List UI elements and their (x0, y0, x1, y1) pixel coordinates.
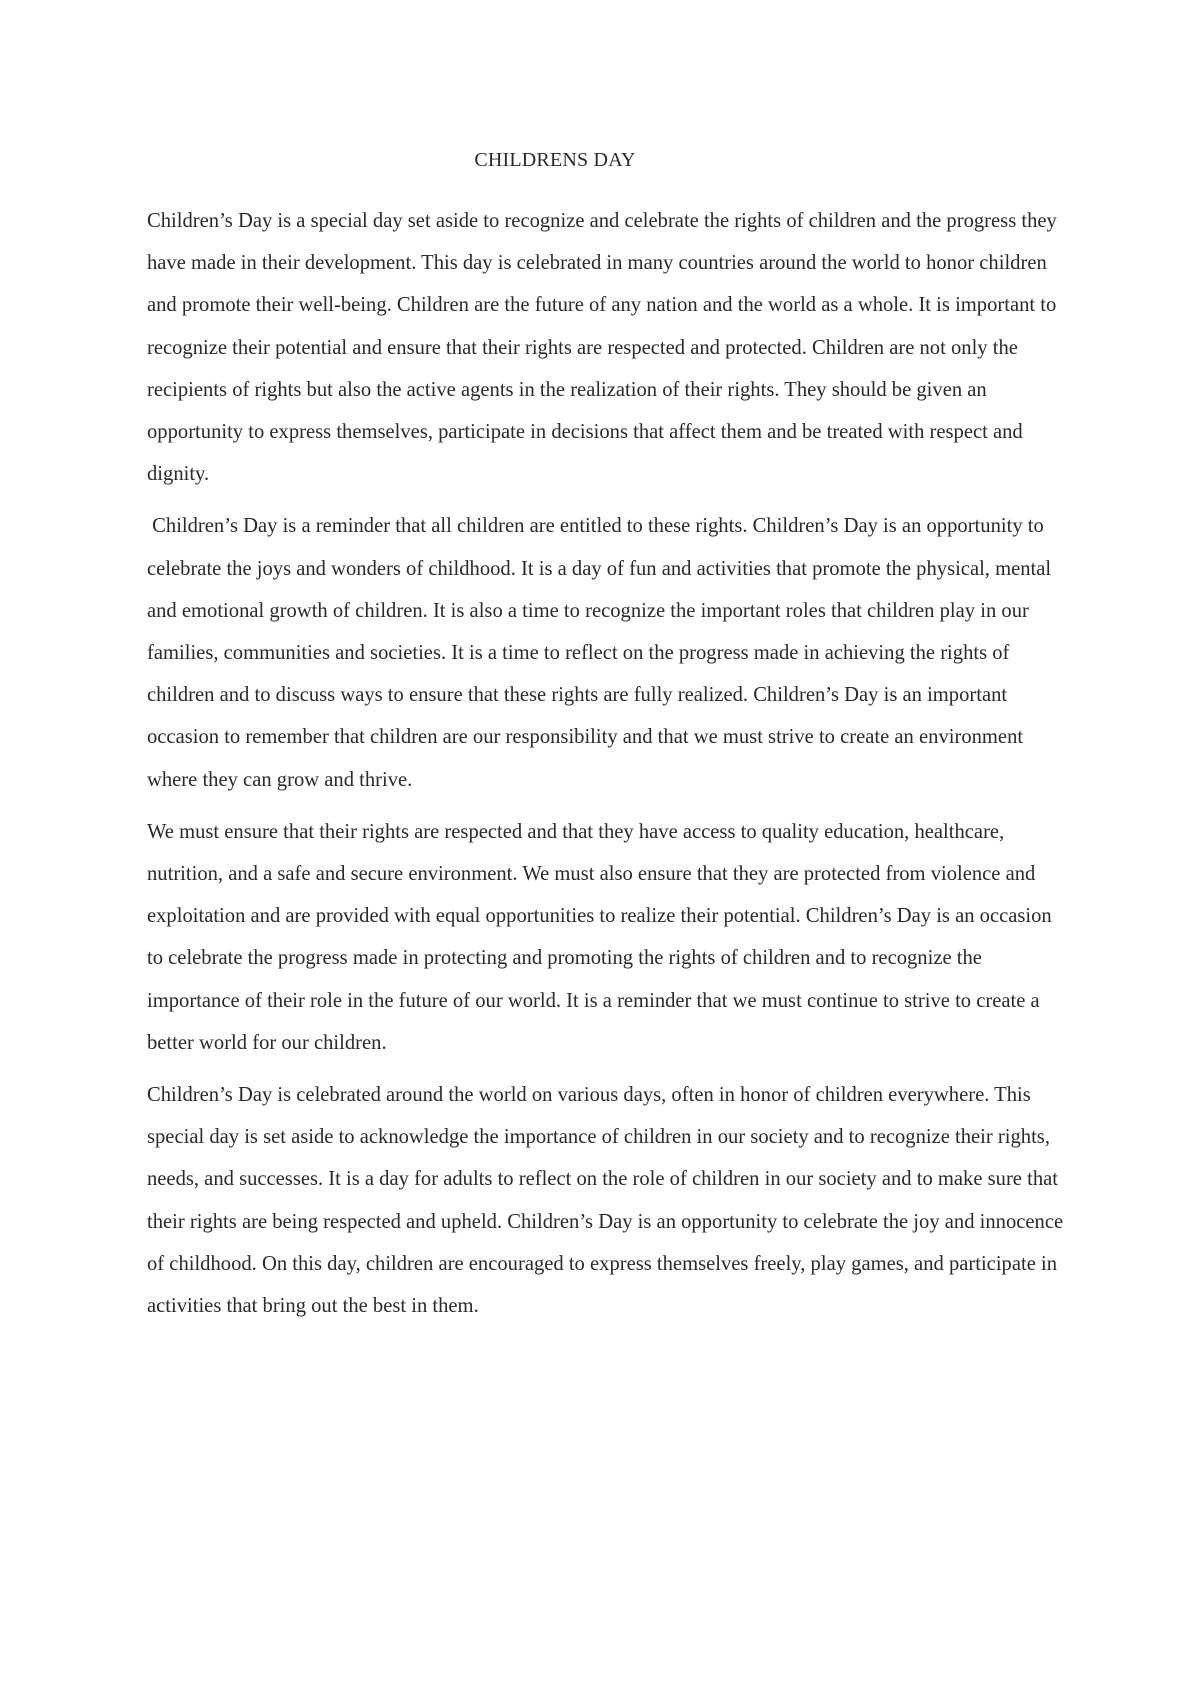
paragraph-4: Children’s Day is celebrated around the world on various days, often in honor of children everywhere. This special day is set aside to acknowledge the importance of children in our society and to recognize their rights, needs, and successes. It is a day for adults to reflect on the role of children in our society and to make sure that their rights are being respected and upheld. Children’s Day is an opportunity to celebrate the joy and innocence of childhood. On this day, children are encouraged to express themselves freely, play games, and participate in activities that bring out the best in them. (147, 1084, 1064, 1318)
paragraph-3: We must ensure that their rights are respected and that they have access to quality education, healthcare, nutrition, and a safe and secure environment. We must also ensure that they are protected from violence and exploitation and are provided with equal opportunities to realize their potential. Children’s Day is an occasion to celebrate the progress made in protecting and promoting the rights of children and to recognize the importance of their role in the future of our world. It is a reminder that we must continue to strive to create a better world for our children. (147, 820, 1052, 1054)
document-body (147, 200, 1067, 1337)
document-title: CHILDRENS DAY (474, 149, 636, 171)
paragraph-1: Children’s Day is a special day set aside to recognize and celebrate the rights of children and the progress they have made in their development. This day is celebrated in many countries around the world to honor children and promote their well-being. Children are the future of any nation and the world as a whole. It is important to recognize their potential and ensure that their rights are respected and protected. Children are not only the recipients of rights but also the active agents in the realization of their rights. They should be given an opportunity to express themselves, participate in decisions that affect them and be treated with respect and dignity. (147, 210, 1057, 486)
paragraph-2: Children’s Day is a reminder that all children are entitled to these rights. Children’s Day is an opportunity to celebrate the joys and wonders of childhood. It is a day of fun and activities that promote the physical, mental and emotional growth of children. It is also a time to recognize the important roles that children play in our families, communities and societies. It is a time to reflect on the progress made in achieving the rights of children and to discuss ways to ensure that these rights are fully realized. Children’s Day is an important occasion to remember that children are our responsibility and that we must strive to create an environment where they can grow and thrive. (147, 515, 1052, 791)
